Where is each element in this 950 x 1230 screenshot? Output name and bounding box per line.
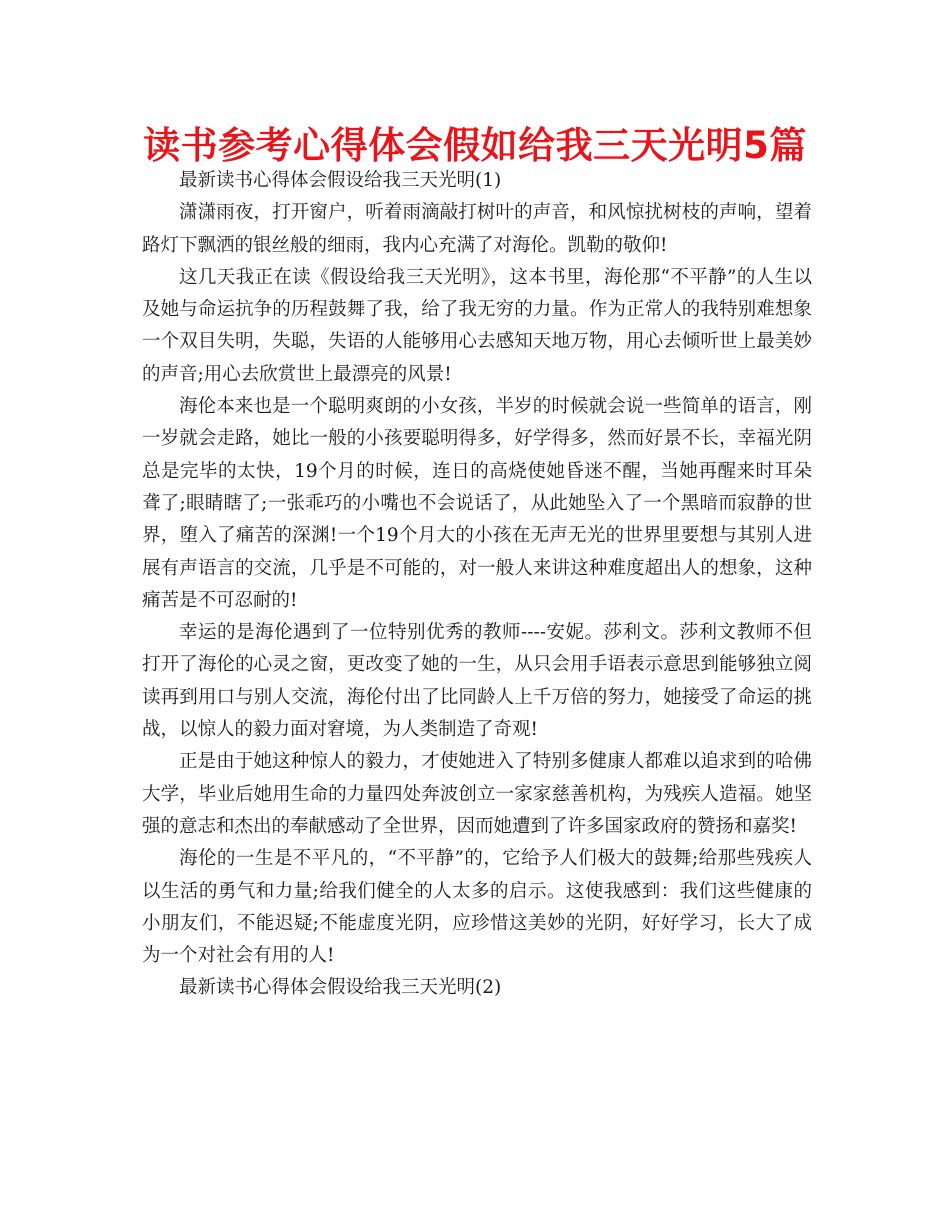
paragraph: 潇潇雨夜，打开窗户，听着雨滴敲打树叶的声音，和风惊扰树枝的声响，望着路灯下飘洒的银丝般的细雨，我内心充满了对海伦。凯勒的敬仰!: [142, 202, 812, 256]
paragraph: 正是由于她这种惊人的毅力，才使她进入了特别多健康人都难以追求到的哈佛大学，毕业后她用生命的力量四处奔波创立一家家慈善机构，为残疾人造福。她坚强的意志和杰出的奉献感动了全世界，因而她遭到了许多国家政府的赞扬和嘉奖!: [142, 751, 812, 837]
document-body: [142, 165, 812, 1005]
paragraph: 这几天我正在读《假设给我三天光明》，这本书里，海伦那“不平静”的人生以及她与命运抗争的历程鼓舞了我，给了我无穷的力量。作为正常人的我特别难想象一个双目失明，失聪，失语的人能够用心去感知天地万物，用心去倾听世上最美妙的声音;用心去欣赏世上最漂亮的风景!: [142, 266, 812, 385]
subheading-part-2: 最新读书心得体会假设给我三天光明(2): [179, 977, 502, 999]
subheading-part-1: 最新读书心得体会假设给我三天光明(1): [179, 170, 502, 191]
paragraph: 幸运的是海伦遇到了一位特别优秀的教师----安妮。莎利文。莎利文教师不但打开了海伦的心灵之窗，更改变了她的一生，从只会用手语表示意思到能够独立阅读再到用口与别人交流，海伦付出了比同龄人上千万倍的努力，她接受了命运的挑战，以惊人的毅力面对窘境，为人类制造了奇观!: [142, 622, 812, 741]
paragraph: 海伦本来也是一个聪明爽朗的小女孩，半岁的时候就会说一些简单的语言，刚一岁就会走路，她比一般的小孩要聪明得多，好学得多，然而好景不长，幸福光阴总是完毕的太快，19个月的时候，连日的高烧使她昏迷不醒，当她再醒来时耳朵聋了;眼睛瞎了;一张乖巧的小嘴也不会说话了，从此她坠入了一个黑暗而寂静的世界，堕入了痛苦的深渊!一个19个月大的小孩在无声无光的世界里要想与其别人进展有声语言的交流，几乎是不可能的，对一般人来讲这种难度超出人的想象，这种痛苦是不可忍耐的!: [142, 396, 812, 611]
paragraph: 海伦的一生是不平凡的，“不平静”的，它给予人们极大的鼓舞;给那些残疾人以生活的勇气和力量;给我们健全的人太多的启示。这使我感到：我们这些健康的小朋友们，不能迟疑;不能虚度光阴，应珍惜这美妙的光阴，好好学习，长大了成为一个对社会有用的人!: [142, 848, 812, 967]
document-title: 读书参考心得体会假如给我三天光明5篇: [143, 124, 807, 167]
